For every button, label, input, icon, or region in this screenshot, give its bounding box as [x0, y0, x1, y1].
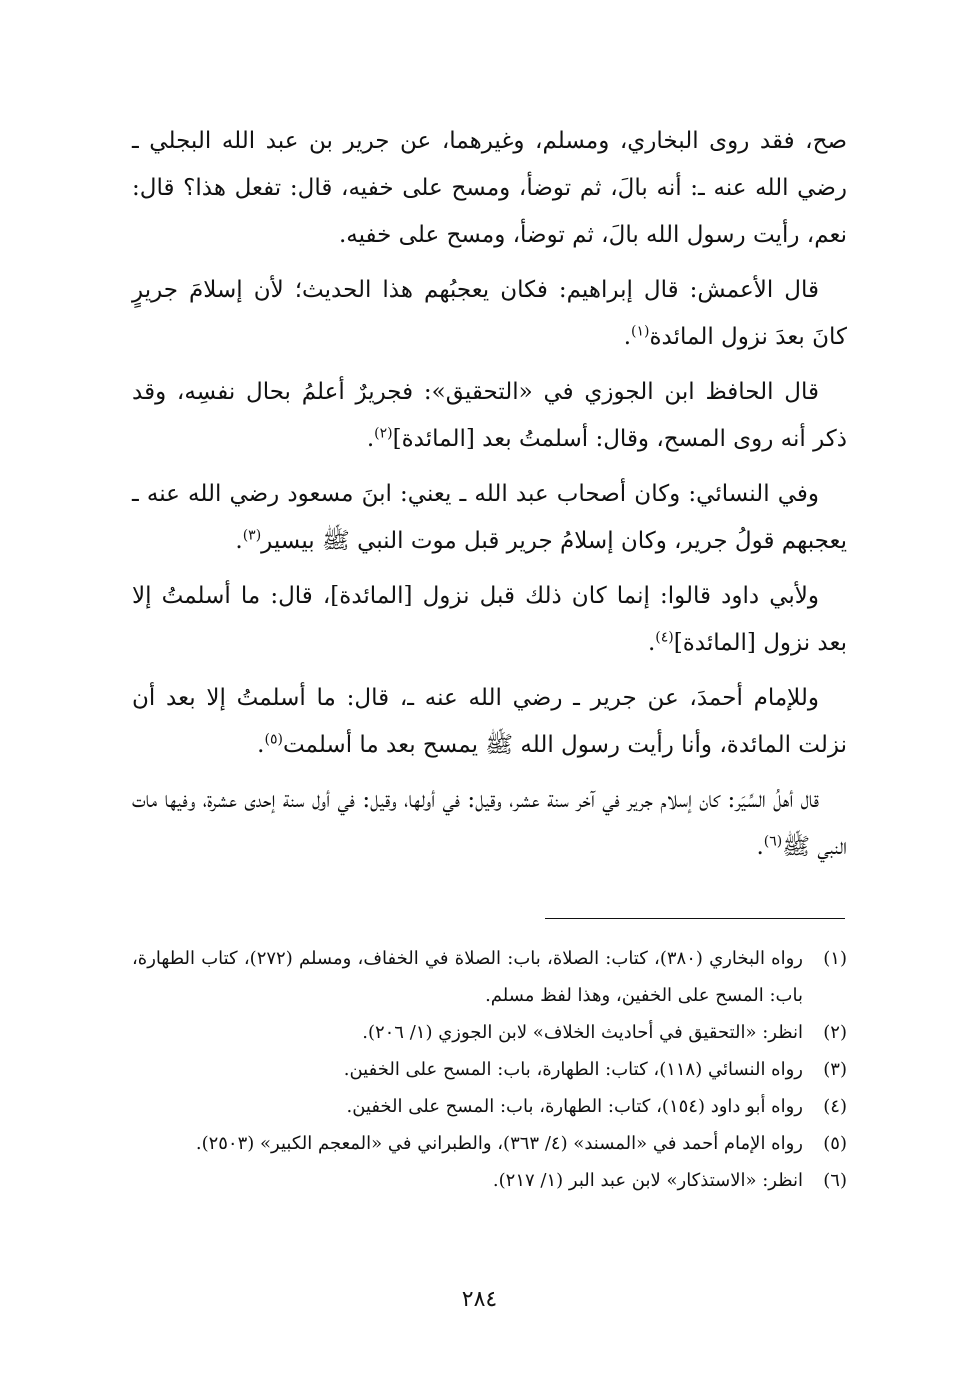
- footnote: [132, 1125, 847, 1162]
- footnote-number: (٥): [823, 1133, 847, 1154]
- footnote: [132, 1051, 847, 1088]
- footnote-text: رواه أبو داود (١٥٤)، كتاب: الطهارة، باب: المسح على الخفين.: [346, 1096, 803, 1117]
- paragraph-text: وفي النسائي: وكان أصحاب عبد الله ـ يعني: ابنَ مسعود رضي الله عنه ـ يعجبهم قولُ جرير، وكان إسلامُ جرير قبل موت النبي ﷺ بيسير: [132, 481, 847, 554]
- paragraph-end: .: [623, 324, 632, 350]
- footnote-reference: (١): [631, 323, 650, 340]
- paragraph-end: .: [756, 834, 764, 860]
- page-number: ٢٨٤: [461, 1287, 498, 1312]
- footnote-reference: (٦): [763, 833, 783, 850]
- footnote-separator: [545, 918, 845, 919]
- footnote-reference: (٣): [242, 527, 262, 544]
- footnote-number: (٦): [823, 1170, 847, 1191]
- main-text: [132, 118, 847, 879]
- paragraph: [132, 471, 847, 565]
- footnote-number: (٣): [823, 1059, 847, 1080]
- footnote: [132, 1162, 847, 1199]
- footnote: [132, 1088, 847, 1125]
- footnote-reference: (٤): [655, 629, 674, 646]
- footnote-number: (٤): [823, 1096, 847, 1117]
- paragraph-text: صح، فقد روى البخاري، ومسلم، وغيرهما، عن جرير بن عبد الله البجلي ـ رضي الله عنه ـ: أنه بالَ، ثم توضأ، ومسح على خفيه، قال: تفعل هذا؟ قال: نعم، رأيت رسول الله بالَ، ثم توضأ، ومسح على خفيه.: [132, 128, 847, 248]
- footnote-text: رواه البخاري (٣٨٠)، كتاب: الصلاة، باب: الصلاة في الخفاف، ومسلم (٢٧٢)، كتاب الطهارة، باب: المسح على الخفين، وهذا لفظ مسلم.: [132, 948, 803, 1006]
- paragraph: [132, 267, 847, 361]
- paragraph: [132, 118, 847, 259]
- footnote-reference: (٥): [264, 731, 283, 748]
- paragraph-text: قال أهلُ السِّيَر: كان إسلام جرير في آخر سنة عشر، وقيل: في أولها، وقيل: في أول سنة إحدى عشرة، وفيها مات النبي ﷺ: [132, 787, 847, 860]
- paragraph: [132, 573, 847, 667]
- footnote-text: انظر: «الاستذكار» لابن عبد البر (١/ ٢١٧).: [492, 1170, 803, 1191]
- paragraph-end: .: [235, 528, 243, 554]
- paragraph: [132, 777, 847, 871]
- footnote-reference: (٢): [374, 425, 393, 442]
- footnote-text: رواه النسائي (١١٨)، كتاب: الطهارة، باب: المسح على الخفين.: [343, 1059, 803, 1080]
- paragraph-end: .: [257, 732, 265, 758]
- paragraph: [132, 369, 847, 463]
- paragraph-text: وللإمام أحمدَ، عن جرير ـ رضي الله عنه ـ، قال: ما أسلمتُ إلا بعد أن نزلت المائدة، وأنا رأيت رسول الله ﷺ يمسح بعد ما أسلمت: [132, 685, 847, 758]
- footnote-text: رواه الإمام أحمد في «المسند» (٤/ ٣٦٣)، والطبراني في «المعجم الكبير» (٢٥٠٣).: [195, 1133, 803, 1154]
- paragraph-text: قال الأعمش: قال إبراهيم: فكان يعجبُهم هذا الحديث؛ لأن إسلامَ جريرٍ كانَ بعدَ نزول المائدة: [132, 277, 847, 350]
- footnote-text: انظر: «التحقيق في أحاديث الخلاف» لابن الجوزي (١/ ٢٠٦).: [362, 1022, 803, 1043]
- footnote-number: (١): [823, 948, 847, 969]
- paragraph-end: .: [647, 630, 656, 656]
- paragraph-text: قال الحافظ ابن الجوزي في «التحقيق»: فجريرٌ أعلمُ بحال نفسِه، وقد ذكر أنه روى المسح، وقال: أسلمتُ بعد [المائدة]: [132, 379, 847, 452]
- footnote-number: (٢): [823, 1022, 847, 1043]
- paragraph-text: ولأبي داود قالوا: إنما كان ذلك قبل نزول [المائدة]، قال: ما أسلمتُ إلا بعد نزول [المائدة]: [132, 583, 847, 656]
- footnote: [132, 940, 847, 1014]
- paragraph: [132, 675, 847, 769]
- footnotes: [132, 940, 847, 1199]
- footnote: [132, 1014, 847, 1051]
- paragraph-end: .: [366, 426, 375, 452]
